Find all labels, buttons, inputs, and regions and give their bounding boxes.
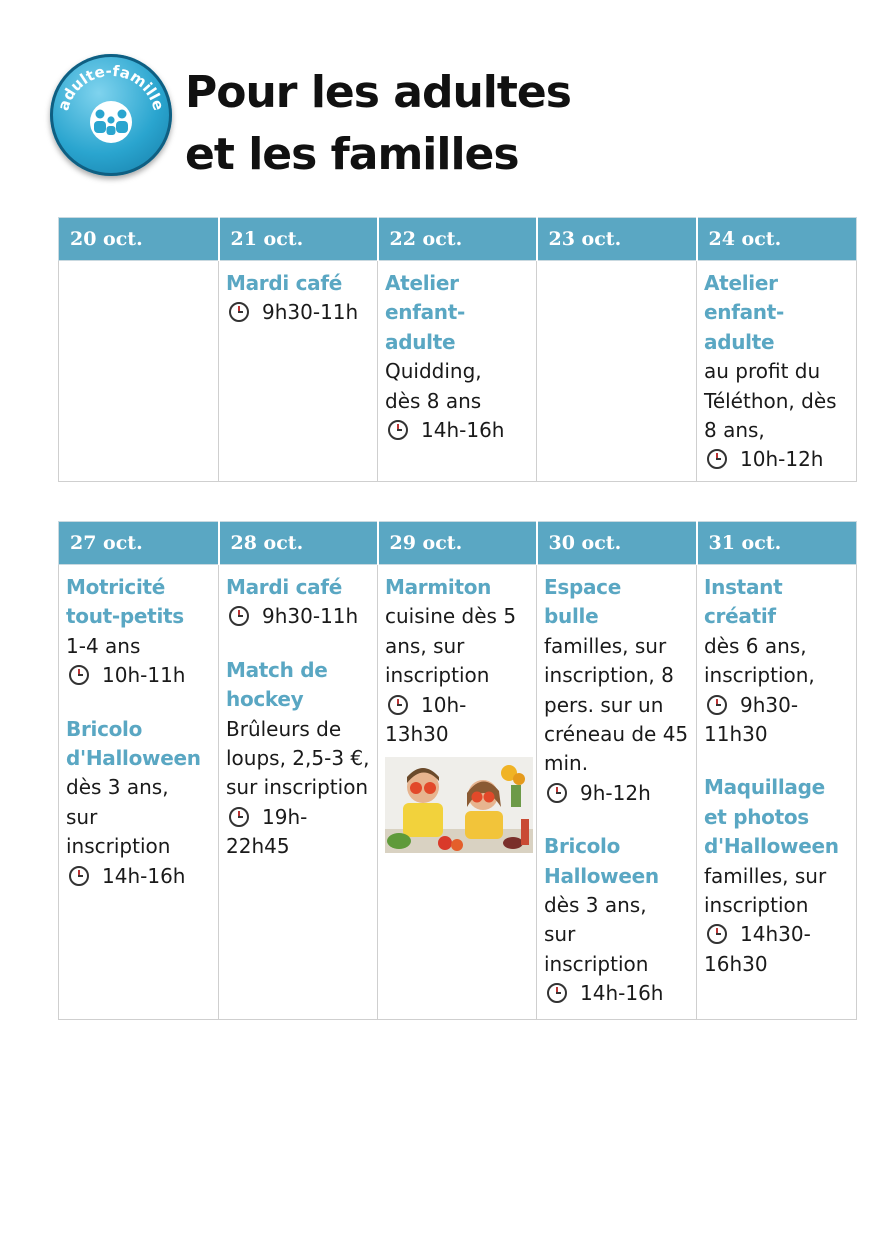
event-title: Maquillage et photos d'Halloween xyxy=(704,775,839,859)
clock-icon xyxy=(547,783,567,803)
event-time-text: 9h30-11h xyxy=(262,604,359,629)
event-time xyxy=(544,979,692,1008)
event-title: Mardi café xyxy=(226,575,343,599)
page-title xyxy=(185,62,571,186)
event-time-text: 9h30-11h30 xyxy=(704,692,799,747)
week-1-events xyxy=(59,261,857,482)
event xyxy=(704,269,852,475)
day-header: 31 oct. xyxy=(697,522,857,565)
event xyxy=(226,656,373,862)
clock-icon xyxy=(229,606,249,626)
event xyxy=(385,269,532,445)
event-title: Mardi café xyxy=(226,271,343,295)
event-time xyxy=(226,602,373,631)
clock-icon xyxy=(707,924,727,944)
event xyxy=(544,832,692,1008)
day-cell xyxy=(378,261,537,482)
event-time xyxy=(385,691,495,750)
event xyxy=(226,573,373,632)
day-cell xyxy=(59,565,219,1020)
event-title: Motricité tout-petits xyxy=(66,575,184,629)
day-cell xyxy=(378,565,537,1020)
clock-icon xyxy=(388,420,408,440)
day-cell xyxy=(697,261,857,482)
adulte-famille-badge xyxy=(50,54,172,176)
page-title-line1: Pour les adultes xyxy=(185,67,571,118)
event xyxy=(704,573,852,749)
week-2-events xyxy=(59,565,857,1020)
event-title: Atelier enfant-adulte xyxy=(704,271,784,354)
day-cell xyxy=(697,565,857,1020)
family-icon xyxy=(50,54,172,176)
event-description: cuisine dès 5 ans, sur inscription xyxy=(385,604,517,688)
day-cell xyxy=(537,261,697,482)
week-2-header xyxy=(59,522,857,565)
event-time xyxy=(66,862,214,891)
event-time-text: 14h30-16h30 xyxy=(704,922,811,976)
event xyxy=(66,715,214,891)
event-title: Bricolo Halloween xyxy=(544,834,659,888)
clock-icon xyxy=(69,665,89,685)
event-time xyxy=(66,661,214,690)
day-cell xyxy=(537,565,697,1020)
day-header: 21 oct. xyxy=(219,218,378,261)
event-time xyxy=(704,445,852,474)
event-time xyxy=(544,779,692,808)
day-header: 28 oct. xyxy=(219,522,378,565)
clock-icon xyxy=(69,866,89,886)
event-time xyxy=(226,803,336,862)
event-title: Bricolo d'Halloween xyxy=(66,716,201,771)
event-title: Marmiton xyxy=(385,575,492,599)
day-header: 27 oct. xyxy=(59,522,219,565)
event-description: dès 3 ans, sur inscription xyxy=(544,893,649,976)
children-photo-illustration xyxy=(385,757,533,853)
event xyxy=(66,573,214,691)
event-description: familles, sur inscription, 8 pers. sur un créneau de 45 min. xyxy=(544,633,689,776)
event-time-text: 10h-12h xyxy=(740,447,824,472)
event-time-text: 14h-16h xyxy=(421,418,505,443)
event-time xyxy=(385,416,532,445)
day-header: 30 oct. xyxy=(537,522,697,565)
event xyxy=(385,573,532,749)
event xyxy=(544,573,692,808)
event xyxy=(704,773,852,979)
event-time-text: 14h-16h xyxy=(102,863,186,888)
day-header: 24 oct. xyxy=(697,218,857,261)
day-header: 29 oct. xyxy=(378,522,537,565)
event-time-text: 19h-22h45 xyxy=(226,804,308,859)
event-title: Match de hockey xyxy=(226,657,328,712)
event-description: Brûleurs de loups, 2,5-3 €, sur inscription xyxy=(226,716,370,800)
event-description: dès 6 ans, inscription, xyxy=(704,633,815,688)
event-description: familles, sur inscription xyxy=(704,863,827,918)
clock-icon xyxy=(388,695,408,715)
event-time xyxy=(704,691,814,750)
calendar-week-2 xyxy=(58,521,857,1020)
event-title: Instant créatif xyxy=(704,575,783,629)
event-time xyxy=(704,920,824,979)
event xyxy=(226,269,373,328)
day-cell xyxy=(59,261,219,482)
event-description: 1-4 ans xyxy=(66,633,141,658)
event-time-text: 10h-11h xyxy=(102,663,186,688)
clock-icon xyxy=(707,449,727,469)
day-header: 20 oct. xyxy=(59,218,219,261)
event-description: dès 3 ans, sur inscription xyxy=(66,775,171,859)
clock-icon xyxy=(229,302,249,322)
event-time-text: 9h-12h xyxy=(580,780,651,805)
day-cell xyxy=(219,565,378,1020)
event-time xyxy=(226,298,373,327)
day-cell xyxy=(219,261,378,482)
badge-text: adulte-famille xyxy=(54,61,168,113)
calendar-week-1 xyxy=(58,217,857,482)
event-description: au profit du Téléthon, dès 8 ans, xyxy=(704,359,837,443)
event-title: Atelier enfant-adulte xyxy=(385,271,465,354)
clock-icon xyxy=(707,695,727,715)
event-description: Quidding, dès 8 ans xyxy=(385,359,482,413)
week-1-header xyxy=(59,218,857,261)
event-title: Espace bulle xyxy=(544,575,621,629)
clock-icon xyxy=(547,983,567,1003)
clock-icon xyxy=(229,807,249,827)
event-time-text: 10h-13h30 xyxy=(385,692,467,747)
day-header: 23 oct. xyxy=(537,218,697,261)
cooking-kids-photo xyxy=(385,757,533,853)
event-time-text: 9h30-11h xyxy=(262,300,359,325)
page-title-line2: et les familles xyxy=(185,129,519,180)
event-time-text: 14h-16h xyxy=(580,981,664,1006)
day-header: 22 oct. xyxy=(378,218,537,261)
